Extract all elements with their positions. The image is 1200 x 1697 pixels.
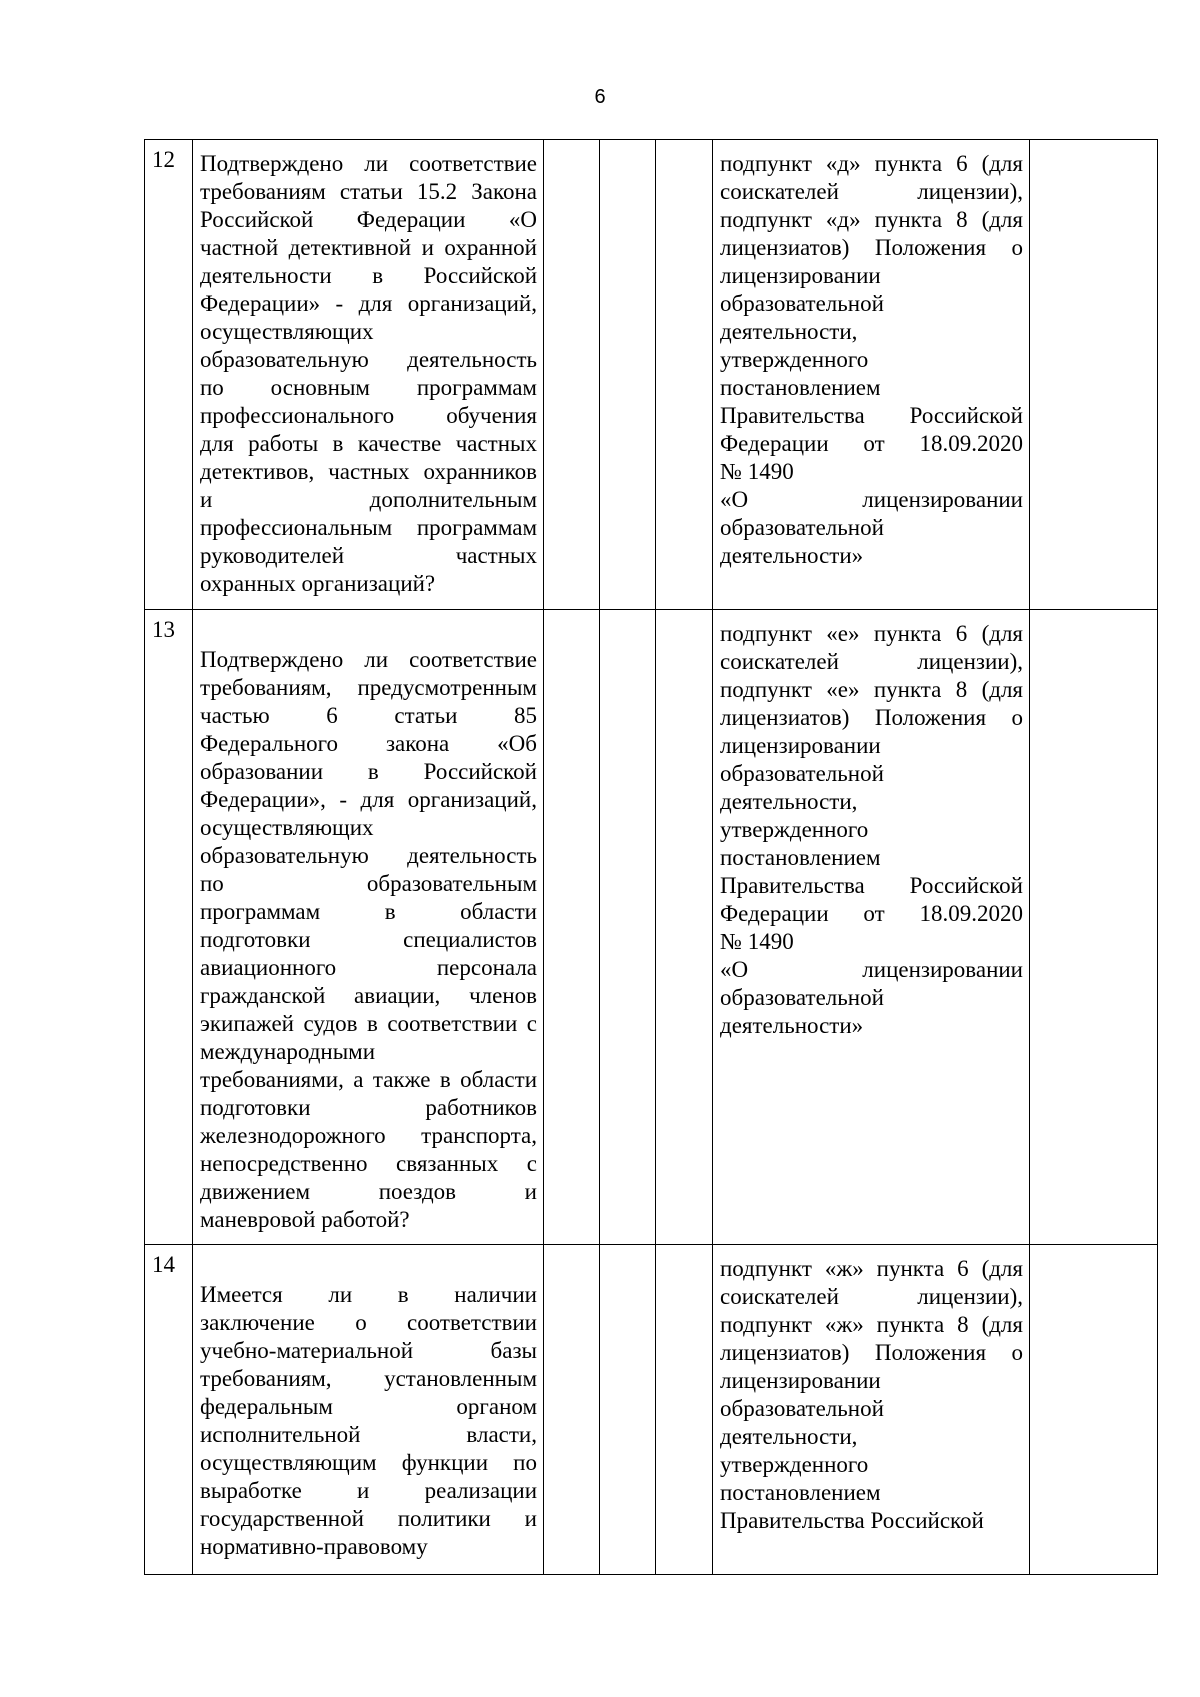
question-text-line: профессиональным программам — [200, 515, 537, 540]
reference-text-line: деятельности» — [720, 1013, 864, 1038]
question-text-line: образовании в Российской — [200, 759, 537, 784]
reference-text-line: Правительства Российской — [720, 873, 1023, 898]
reference-text-line: образовательной — [720, 1396, 884, 1421]
question-text-line: маневровой работой? — [200, 1207, 410, 1232]
question-text-line: учебно-материальной базы — [200, 1338, 537, 1363]
legal-reference-cell — [713, 140, 1030, 610]
reference-text-line: утвержденного — [720, 1452, 869, 1477]
question-text-line: Российской Федерации «О — [200, 207, 537, 232]
question-text-line: железнодорожного транспорта, — [200, 1123, 537, 1148]
reference-text-line: образовательной — [720, 291, 884, 316]
reference-text-line: подпункт «е» пункта 8 (для — [720, 677, 1023, 702]
legal-reference-cell — [713, 610, 1030, 1245]
answer-no-cell — [600, 1245, 656, 1575]
answer-no-cell — [600, 140, 656, 610]
question-text-line: частью 6 статьи 85 — [200, 703, 537, 728]
notes-cell — [1030, 140, 1158, 610]
question-text-line: профессионального обучения — [200, 403, 537, 428]
question-text-line: авиационного персонала — [200, 955, 537, 980]
question-text-line: по образовательным — [200, 871, 537, 896]
question-text-line: нормативно-правовому — [200, 1534, 428, 1559]
reference-text-line: утвержденного — [720, 347, 869, 372]
notes-cell — [1030, 610, 1158, 1245]
reference-text-line: постановлением — [720, 375, 881, 400]
reference-text-line: деятельности, — [720, 1424, 858, 1449]
reference-text-line: лицензировании — [720, 733, 881, 758]
reference-text-line: подпункт «д» пункта 6 (для — [720, 151, 1023, 176]
legal-reference-cell — [713, 1245, 1030, 1575]
question-cell — [193, 140, 544, 610]
question-text-line: охранных организаций? — [200, 571, 436, 596]
question-text-line: деятельности в Российской — [200, 263, 537, 288]
answer-yes-cell — [544, 1245, 600, 1575]
reference-text-line: «О лицензировании — [720, 487, 1023, 512]
reference-text-line: подпункт «д» пункта 8 (для — [720, 207, 1023, 232]
reference-text-line: лицензиатов) Положения о — [720, 705, 1023, 730]
answer-na-cell — [656, 140, 713, 610]
question-text-line: Федерации», - для организаций, — [200, 787, 537, 812]
question-text-line: по основным программам — [200, 375, 537, 400]
question-text-line: детективов, частных охранников — [200, 459, 537, 484]
reference-text-line: соискателей лицензии), — [720, 649, 1023, 674]
reference-text-line: Федерации от 18.09.2020 — [720, 901, 1023, 926]
reference-text-line: образовательной — [720, 515, 884, 540]
reference-text-line: деятельности, — [720, 789, 858, 814]
answer-yes-cell — [544, 140, 600, 610]
question-text-line: осуществляющих — [200, 815, 374, 840]
reference-text-line: Федерации от 18.09.2020 — [720, 431, 1023, 456]
question-text-line: заключение о соответствии — [200, 1310, 537, 1335]
notes-cell — [1030, 1245, 1158, 1575]
reference-text-line: лицензиатов) Положения о — [720, 235, 1023, 260]
reference-text-line: соискателей лицензии), — [720, 1284, 1023, 1309]
row-number: 14 — [145, 1245, 193, 1575]
question-text-line: Подтверждено ли соответствие — [200, 151, 537, 176]
question-text-line: Федерального закона «Об — [200, 731, 537, 756]
question-text-line: гражданской авиации, членов — [200, 983, 537, 1008]
answer-na-cell — [656, 610, 713, 1245]
question-text-line: Имеется ли в наличии — [200, 1282, 537, 1307]
reference-text-line: № 1490 — [720, 459, 794, 484]
reference-text-line: № 1490 — [720, 929, 794, 954]
table-row — [145, 610, 1158, 1245]
reference-text-line: Правительства Российской — [720, 403, 1023, 428]
row-number: 13 — [145, 610, 193, 1245]
reference-text-line: подпункт «ж» пункта 8 (для — [720, 1312, 1023, 1337]
question-text-line: и дополнительным — [200, 487, 537, 512]
question-text-line: требованиями, а также в области — [200, 1067, 537, 1092]
question-text-line: выработке и реализации — [200, 1478, 537, 1503]
question-text-line: образовательную деятельность — [200, 347, 537, 372]
reference-text-line: «О лицензировании — [720, 957, 1023, 982]
reference-text-line: соискателей лицензии), — [720, 179, 1023, 204]
question-text-line: осуществляющим функции по — [200, 1450, 537, 1475]
reference-text-line: постановлением — [720, 845, 881, 870]
question-text-line: экипажей судов в соответствии с — [200, 1011, 537, 1036]
question-text-line: исполнительной власти, — [200, 1422, 537, 1447]
reference-text-line: образовательной — [720, 985, 884, 1010]
question-text-line: федеральным органом — [200, 1394, 537, 1419]
reference-text-line: постановлением — [720, 1480, 881, 1505]
answer-na-cell — [656, 1245, 713, 1575]
table-row — [145, 140, 1158, 610]
reference-text-line: лицензировании — [720, 263, 881, 288]
question-text-line: Федерации» - для организаций, — [200, 291, 537, 316]
question-text-line: движением поездов и — [200, 1179, 537, 1204]
checklist-table — [144, 139, 1158, 1575]
reference-text-line: Правительства Российской — [720, 1508, 984, 1533]
reference-text-line: лицензировании — [720, 1368, 881, 1393]
reference-text-line: подпункт «е» пункта 6 (для — [720, 621, 1023, 646]
reference-text-line: деятельности» — [720, 543, 864, 568]
reference-text-line: утвержденного — [720, 817, 869, 842]
question-text-line: требованиям, установленным — [200, 1366, 537, 1391]
question-text-line: подготовки работников — [200, 1095, 537, 1120]
table-row — [145, 1245, 1158, 1575]
reference-text-line: образовательной — [720, 761, 884, 786]
reference-text-line: подпункт «ж» пункта 6 (для — [720, 1256, 1023, 1281]
question-text-line: международными — [200, 1039, 376, 1064]
question-text-line: Подтверждено ли соответствие — [200, 647, 537, 672]
question-text-line: непосредственно связанных с — [200, 1151, 537, 1176]
question-text-line: для работы в качестве частных — [200, 431, 537, 456]
page-number: 6 — [594, 86, 606, 108]
reference-text-line: лицензиатов) Положения о — [720, 1340, 1023, 1365]
answer-yes-cell — [544, 610, 600, 1245]
question-text-line: руководителей частных — [200, 543, 537, 568]
question-text-line: требованиям, предусмотренным — [200, 675, 537, 700]
question-text-line: образовательную деятельность — [200, 843, 537, 868]
question-text-line: государственной политики и — [200, 1506, 537, 1531]
question-text-line: программам в области — [200, 899, 537, 924]
question-cell — [193, 610, 544, 1245]
question-cell — [193, 1245, 544, 1575]
answer-no-cell — [600, 610, 656, 1245]
question-text-line: осуществляющих — [200, 319, 374, 344]
reference-text-line: деятельности, — [720, 319, 858, 344]
question-text-line: подготовки специалистов — [200, 927, 537, 952]
question-text-line: требованиям статьи 15.2 Закона — [200, 179, 537, 204]
question-text-line: частной детективной и охранной — [200, 235, 537, 260]
row-number: 12 — [145, 140, 193, 610]
